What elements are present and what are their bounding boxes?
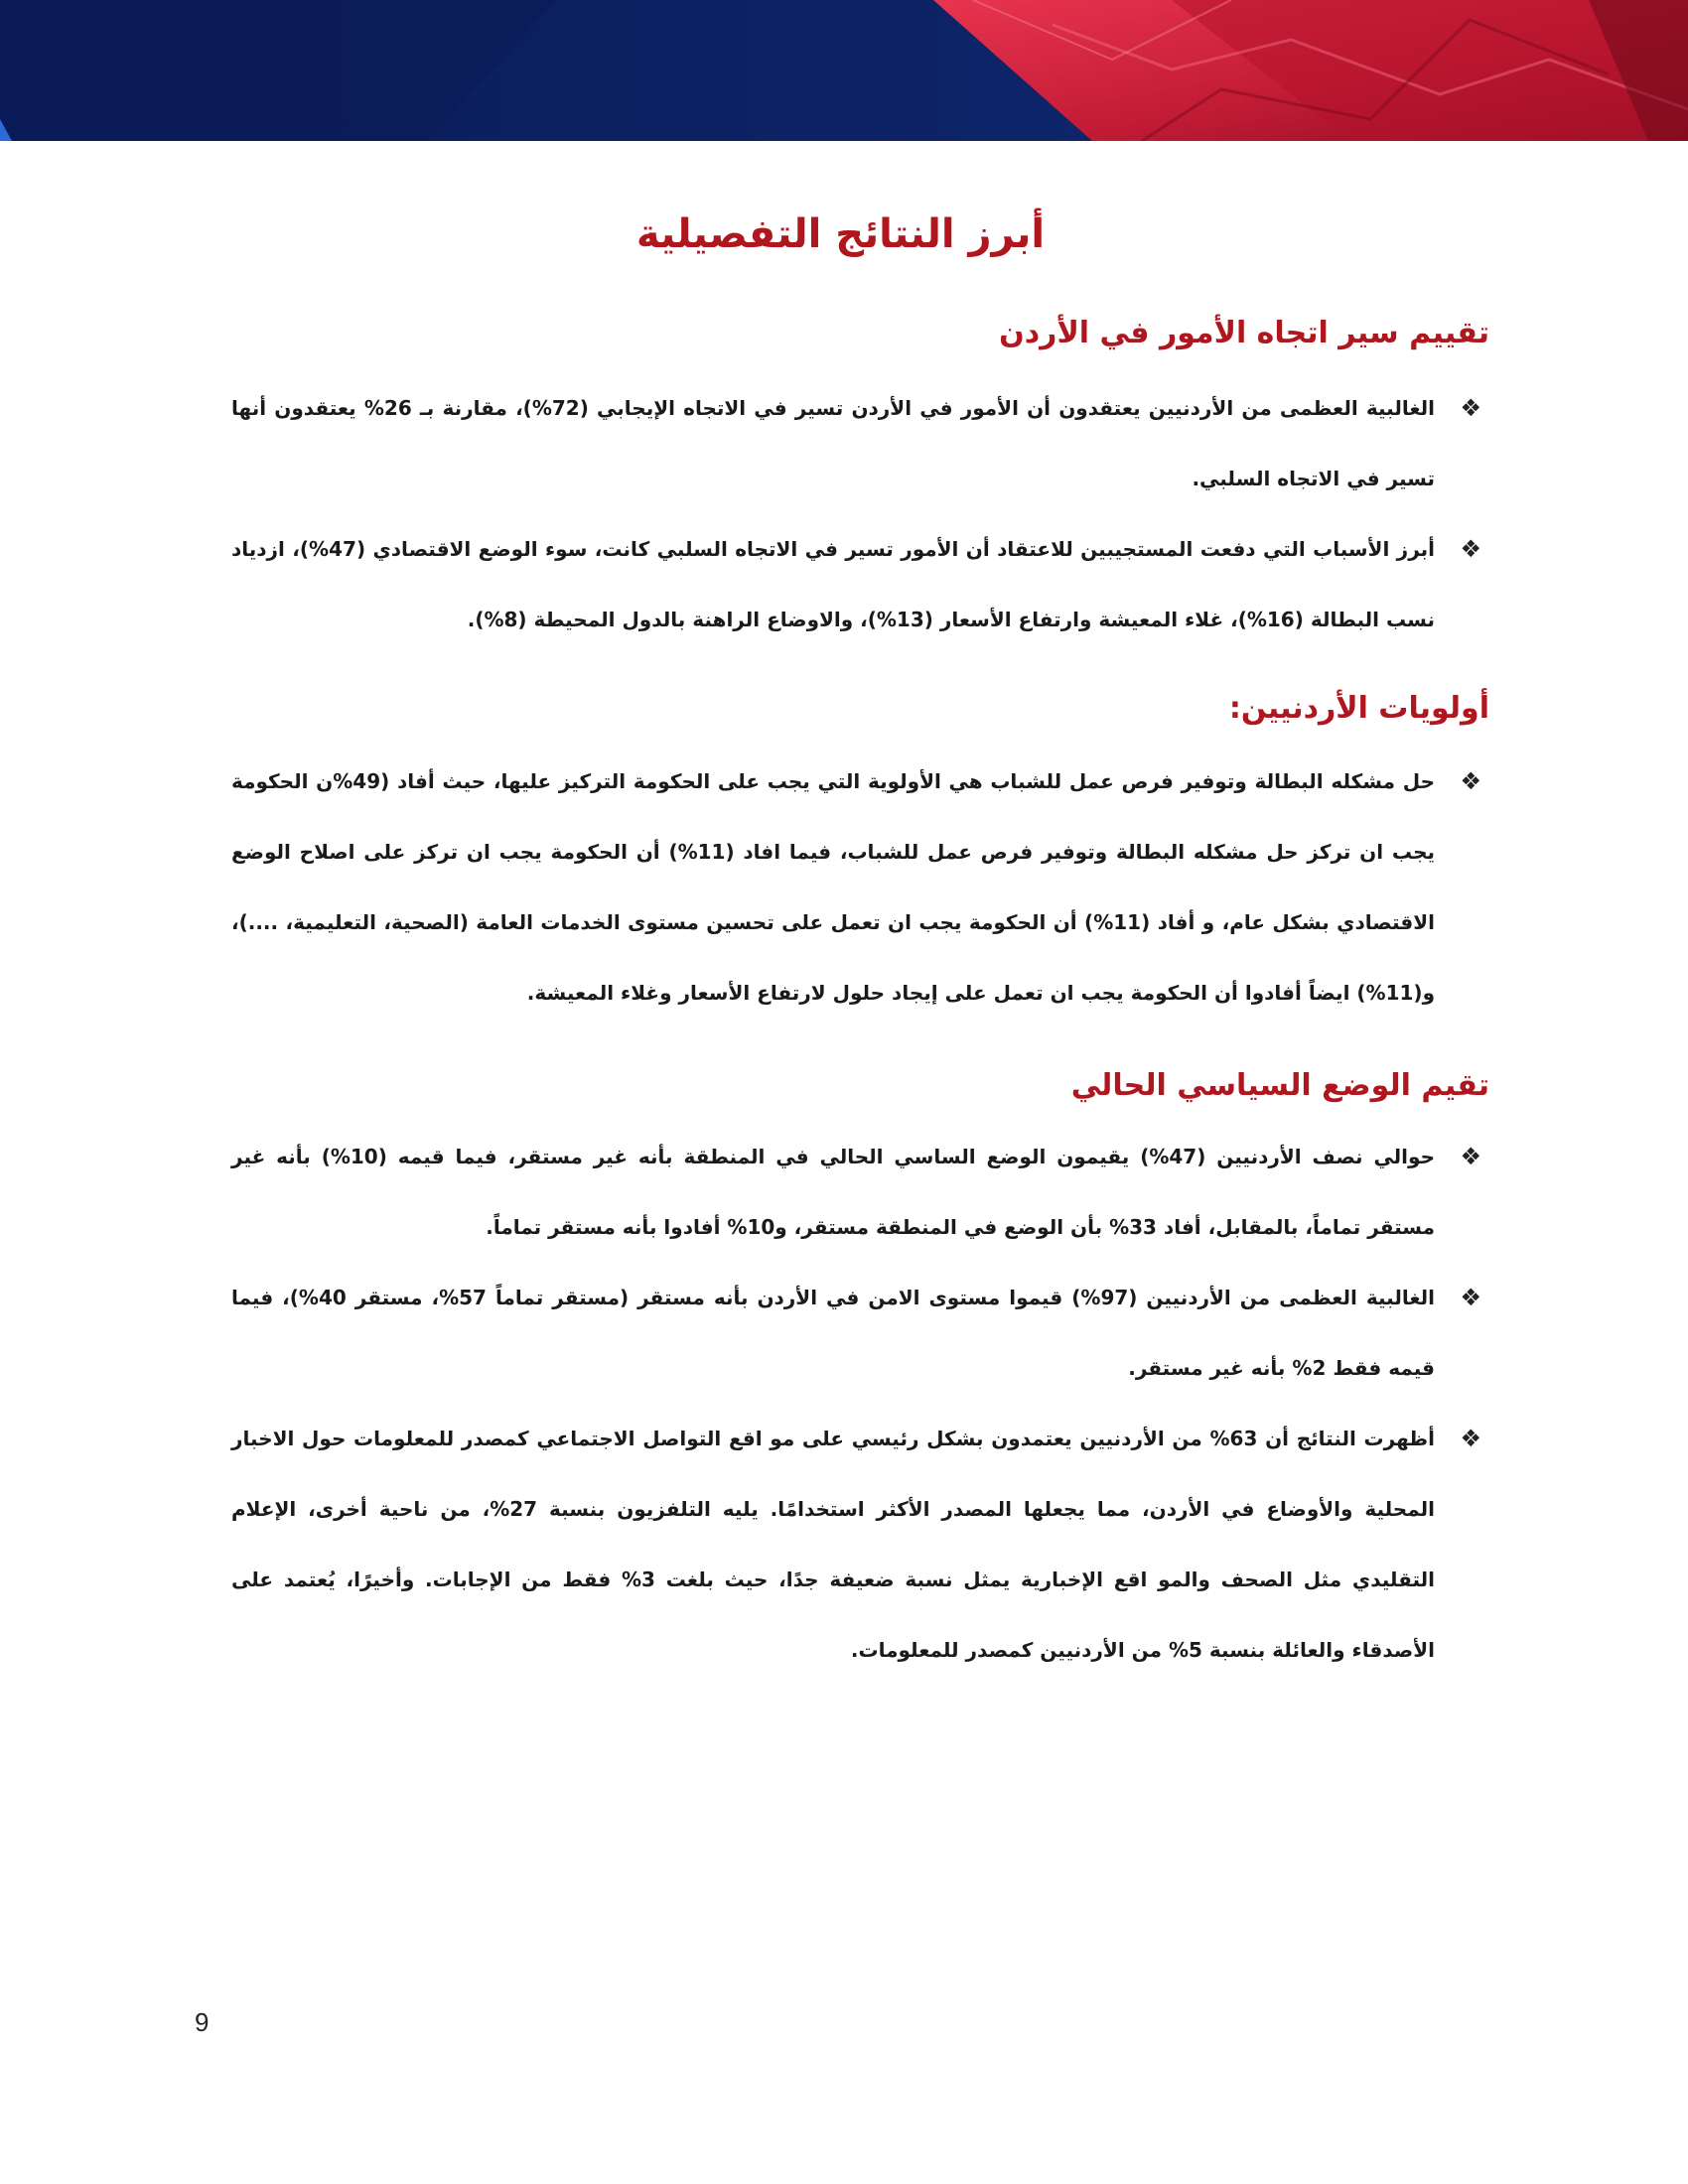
diamond-bullet-icon: ❖: [1460, 1425, 1481, 1452]
bullet-text: حل مشكله البطالة وتوفير فرص عمل للشباب هي الأولوية التي يجب على الحكومة التركيز عليها، حيث أفاد (49%ن الحكومة يجب ان تركز حل مشكله البطالة وتوفير فرص عمل للشباب، فيما افاد (11%) أن الحكومة يجب ان تركز على اصلاح الوضع الاقتصادي بشكل عام، و أفاد (11%) أن الحكومة يجب ان تعمل على تحسين مستوى الخدمات العامة (الصحية، التعليمية، ....)، و(11%) ايضاً أفادوا أن الحكومة يجب ان تعمل على إيجاد حلول لارتفاع الأسعار وغلاء المعيشة.: [231, 769, 1435, 1005]
document-body: [192, 141, 1489, 1686]
diamond-bullet-icon: ❖: [1460, 394, 1481, 422]
bullet-item: [192, 514, 1489, 655]
diamond-bullet-icon: ❖: [1460, 535, 1481, 563]
diamond-bullet-icon: ❖: [1460, 1143, 1481, 1170]
section-heading-political-situation: تقيم الوضع السياسي الحالي: [1070, 1068, 1489, 1103]
section-heading-jordan-direction: تقييم سير اتجاه الأمور في الأردن: [999, 316, 1489, 350]
bullet-item: [192, 747, 1489, 1028]
bullet-list: [192, 373, 1489, 655]
diamond-bullet-icon: ❖: [1460, 1284, 1481, 1311]
bullet-text: حوالي نصف الأردنيين (47%) يقيمون الوضع الساسي الحالي في المنطقة بأنه غير مستقر، فيما قيمه (10%) بأنه غير مستقر تماماً، بالمقابل، أفاد 33% بأن الوضع في المنطقة مستقر، و10% أفادوا بأنه مستقر تماماً.: [231, 1145, 1435, 1239]
bullet-item: [192, 1404, 1489, 1686]
banner-graphic: [0, 0, 1688, 141]
bullet-list: [192, 1122, 1489, 1686]
bullet-text: الغالبية العظمى من الأردنيين (97%) قيموا مستوى الامن في الأردن بأنه مستقر (مستقر تماماً 57%، مستقر 40%)، فيما قيمه فقط 2% بأنه غير مستقر.: [231, 1286, 1435, 1380]
section-heading-priorities: أولويات الأردنيين:: [1228, 691, 1489, 726]
bullet-item: [192, 1122, 1489, 1263]
document-title: أبرز النتائج التفصيلية: [635, 211, 1046, 257]
bullet-item: [192, 373, 1489, 514]
header-banner: [0, 0, 1688, 141]
bullet-item: [192, 1263, 1489, 1404]
bullet-text: أظهرت النتائج أن 63% من الأردنيين يعتمدون بشكل رئيسي على مو اقع التواصل الاجتماعي كمصدر للمعلومات حول الاخبار المحلية والأوضاع في الأردن، مما يجعلها المصدر الأكثر استخدامًا. يليه التلفزيون بنسبة 27%، من ناحية أخرى، الإعلام التقليدي مثل الصحف والمو اقع الإخبارية يمثل نسبة ضعيفة جدًا، حيث بلغت 3% فقط من الإجابات. وأخيرًا، يُعتمد على الأصدقاء والعائلة بنسبة 5% من الأردنيين كمصدر للمعلومات.: [231, 1427, 1436, 1662]
bullet-list: [192, 747, 1489, 1028]
diamond-bullet-icon: ❖: [1460, 767, 1481, 795]
page-number: 9: [195, 2007, 210, 2037]
bullet-text: الغالبية العظمى من الأردنيين يعتقدون أن الأمور في الأردن تسير في الاتجاه الإيجابي (72%)، مقارنة بـ 26% يعتقدون أنها تسير في الاتجاه السلبي.: [231, 396, 1436, 490]
bullet-text: أبرز الأسباب التي دفعت المستجيبين للاعتقاد أن الأمور تسير في الاتجاه السلبي كانت، سوء الوضع الاقتصادي (47%)، ازدياد نسب البطالة (16%)، غلاء المعيشة وارتفاع الأسعار (13%)، والاوضاع الراهنة بالدول المحيطة (8%).: [231, 537, 1436, 631]
